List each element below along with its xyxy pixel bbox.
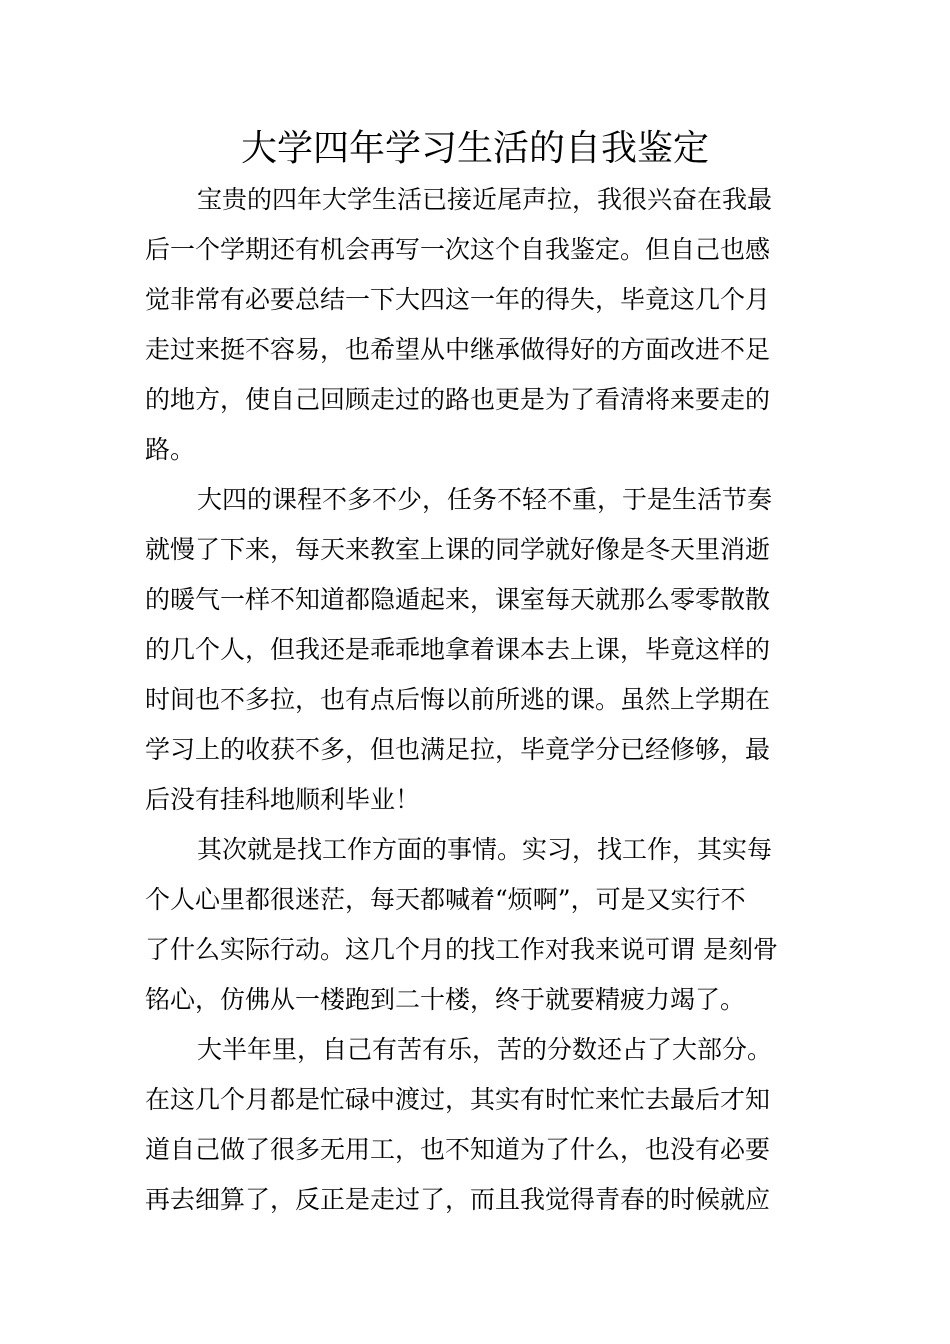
paragraph-line: 大四的课程不多不少，任务不轻不重，于是生活节奏 [197, 485, 773, 514]
paragraph-3 [145, 825, 807, 1025]
paragraph-line: 其次就是找工作方面的事情。实习，找工作，其实每 [197, 835, 773, 864]
paragraph-line: 路。 [145, 435, 196, 464]
paragraph-line: 就慢了下来，每天来教室上课的同学就好像是冬天里消逝 [145, 535, 771, 564]
paragraph-line: 觉非常有必要总结一下大四这一年的得失，毕竟这几个月 [145, 285, 771, 314]
paragraph-line: 后一个学期还有机会再写一次这个自我鉴定。但自己也感 [145, 235, 771, 264]
paragraph-line: 了什么实际行动。这几个月的找工作对我来说可谓 是刻骨 [145, 935, 778, 964]
paragraph-line: 的地方，使自己回顾走过的路也更是为了看清将来要走的 [145, 385, 771, 414]
paragraph-line: 走过来挺不容易，也希望从中继承做得好的方面改进不足 [145, 335, 771, 364]
document-title: 大学四年学习生活的自我鉴定 [240, 128, 709, 169]
paragraph-line: 道自己做了很多无用工，也不知道为了什么，也没有必要 [145, 1135, 771, 1164]
paragraph-line: 后没有挂科地顺利毕业！ [145, 785, 421, 814]
paragraph-line: 宝贵的四年大学生活已接近尾声拉，我很兴奋在我最 [197, 185, 773, 214]
paragraph-line: 学习上的收获不多，但也满足拉，毕竟学分已经修够，最 [145, 735, 771, 764]
paragraph-line: 在这几个月都是忙碌中渡过，其实有时忙来忙去最后才知 [145, 1085, 771, 1114]
paragraph-1 [145, 175, 807, 475]
paragraph-line: 个人心里都很迷茫，每天都喊着“烦啊”，可是又实行不 [145, 885, 746, 914]
paragraph-line: 的几个人，但我还是乖乖地拿着课本去上课，毕竟这样的 [145, 635, 771, 664]
paragraph-line: 时间也不多拉，也有点后悔以前所逃的课。虽然上学期在 [145, 685, 771, 714]
document-body [145, 175, 807, 1225]
paragraph-line: 的暖气一样不知道都隐遁起来，课室每天就那么零零散散 [145, 585, 771, 614]
paragraph-4 [145, 1025, 807, 1225]
paragraph-2 [145, 475, 807, 825]
paragraph-line: 再去细算了，反正是走过了，而且我觉得青春的时候就应 [145, 1185, 771, 1214]
paragraph-line: 铭心，仿佛从一楼跑到二十楼，终于就要精疲力竭了。 [145, 985, 746, 1014]
paragraph-line: 大半年里，自己有苦有乐，苦的分数还占了大部分。 [197, 1035, 773, 1064]
